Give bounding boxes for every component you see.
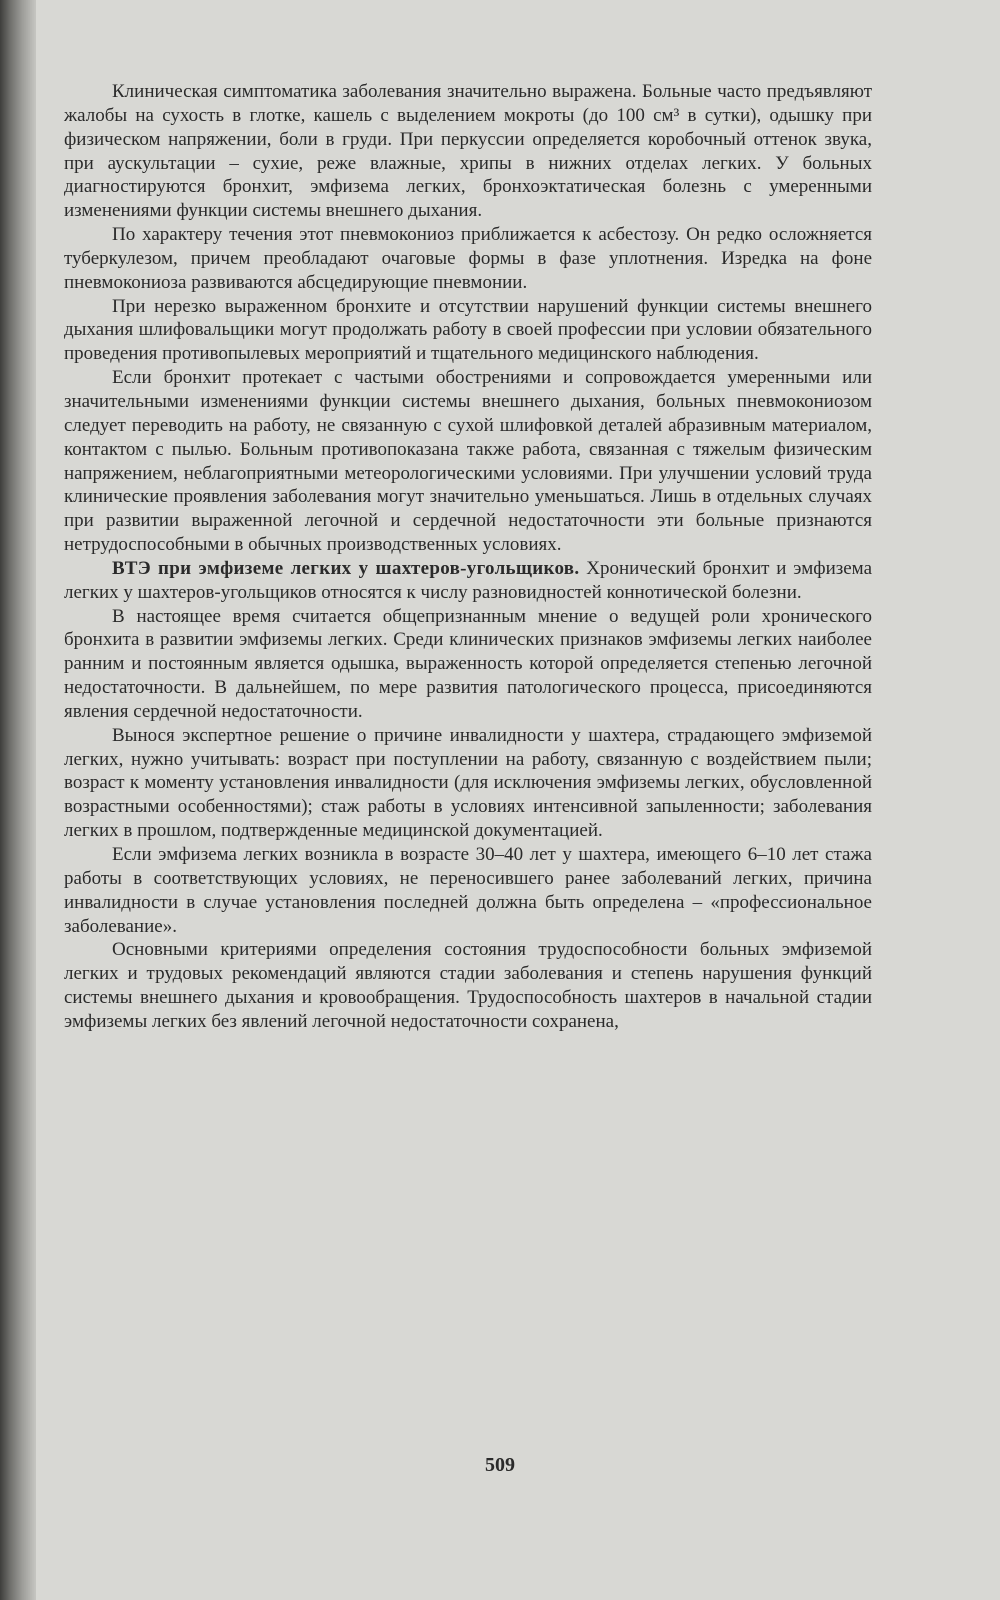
paragraph-clinical-symptoms: Клиническая симптоматика заболевания значительно выражена. Больные часто предъявляют жалобы на сухость в глотке, кашель с выделением мокроты (до 100 см³ в сутки), одышку при физическом напряжении, боли в груди. При перкуссии определяется коробочный оттенок звука, при аускультации – сухие, реже влажные, хрипы в нижних отделах легких. У больных диагностируются бронхит, эмфизема легких, бронхоэктатическая болезнь с умеренными изменениями функции системы внешнего дыхания. [64, 81, 872, 222]
paragraph-main-criteria: Основными критериями определения состояния трудоспособности больных эмфиземой легких и трудовых рекомендаций являются стадии заболевания и степень нарушения функций системы внешнего дыхания и кровообращения. Трудоспособность шахтеров в начальной стадии эмфиземы легких без явлений легочной недостаточности сохранена, [64, 939, 872, 1032]
paragraph-course: По характеру течения этот пневмокониоз приближается к асбестозу. Он редко осложняется туберкулезом, причем преобладают очаговые формы в фазе уплотнения. Изредка на фоне пневмокониоза развиваются абсцедирующие пневмонии. [64, 224, 872, 293]
paragraph-expert-decision: Вынося экспертное решение о причине инвалидности у шахтера, страдающего эмфиземой легких, нужно учитывать: возраст при поступлении на работу, связанную с воздействием пыли; возраст к моменту установления инвалидности (для исключения эмфиземы легких, обусловленной возрастными особенностями); стаж работы в условиях интенсивной запыленности; заболевания легких в прошлом, подтвержденные медицинской документацией. [64, 724, 872, 842]
paragraph-frequent-exacerbations: Если бронхит протекает с частыми обострениями и сопровождается умеренными или значительными изменениями функции системы внешнего дыхания, больных пневмокониозом следует переводить на работу, не связанную с сухой шлифовкой деталей абразивным материалом, контактом с пылью. Больным противопоказана также работа, связанная с тяжелым физическим напряжением, неблагоприятными метеорологическими условиями. При улучшении условий труда клинические проявления заболевания могут значительно уменьшаться. Лишь в отдельных случаях при развитии выраженной легочной и сердечной недостаточности эти больные признаются нетрудоспособными в обычных производственных условиях. [64, 367, 872, 556]
page-number: 509 [485, 1454, 515, 1476]
paragraph-mild-bronchitis: При нерезко выраженном бронхите и отсутствии нарушений функции системы внешнего дыхания шлифовальщики могут продолжать работу в своей профессии при условии обязательного проведения противопылевых мероприятий и тщательного медицинского наблюдения. [64, 295, 872, 365]
paragraph-section-vte [64, 557, 872, 605]
book-spine-shadow [0, 0, 36, 1600]
body-text [64, 80, 872, 1034]
paragraph-age-criteria: Если эмфизема легких возникла в возрасте 30–40 лет у шахтера, имеющего 6–10 лет стажа работы в соответствующих условиях, не переносившего ранее заболеваний легких, причина инвалидности в случае установления последней должна быть определена – «профессиональное заболевание». [64, 844, 872, 937]
paragraph-leading-role: В настоящее время считается общепризнанным мнение о ведущей роли хронического бронхита в развитии эмфиземы легких. Среди клинических признаков эмфиземы легких наиболее ранним и постоянным является одышка, выраженность которой определяется степенью легочной недостаточности. В дальнейшем, по мере развития патологического процесса, присоединяются явления сердечной недостаточности. [64, 605, 872, 722]
section-lead-text: Хронический бронхит и эмфизема легких у шахтеров-угольщиков относятся к числу разновидностей коннотической болезни. [64, 557, 873, 603]
section-heading: ВТЭ при эмфиземе легких у шахтеров-угольщиков. [112, 557, 580, 579]
